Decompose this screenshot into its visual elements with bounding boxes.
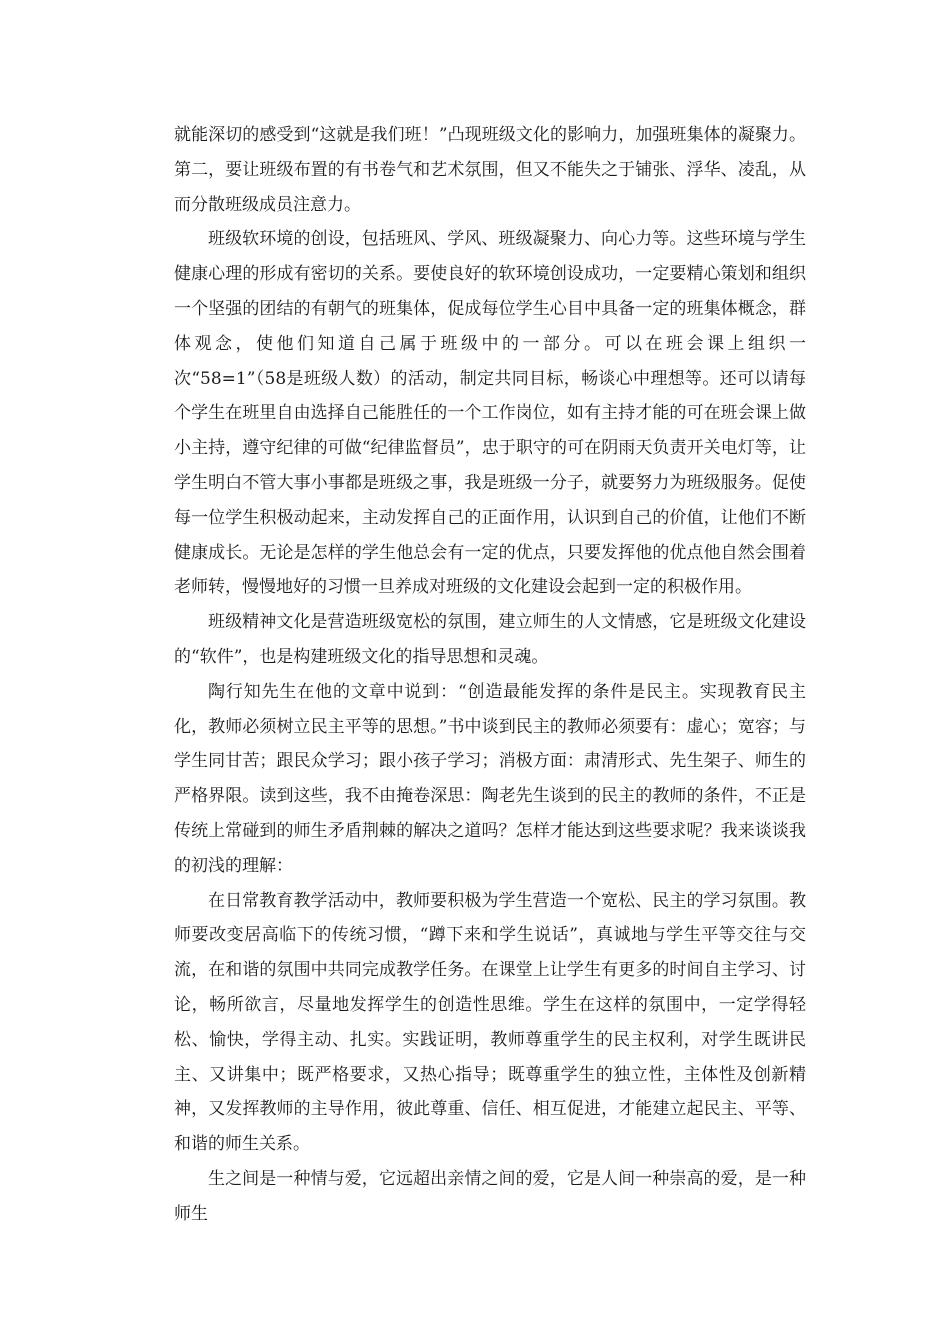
paragraph-5: 在日常教育教学活动中，教师要积极为学生营造一个宽松、民主的学习氛围。教师要改变居高临下的传统习惯，“蹲下来和学生说话”，真诚地与学生平等交往与交流，在和谐的氛围中共同完成教学任务。在课堂上让学生有更多的时间自主学习、讨论，畅所欲言，尽量地发挥学生的创造性思维。学生在这样的氛围中，一定学得轻松、愉快，学得主动、扎实。实践证明，教师尊重学生的民主权利，对学生既讲民主、又讲集中；既严格要求，又热心指导；既尊重学生的独立性，主体性及创新精神，又发挥教师的主导作用，彼此尊重、信任、相互促进，才能建立起民主、平等、和谐的师生关系。: [174, 890, 806, 1155]
paragraph-6: 生之间是一种情与爱，它远超出亲情之间的爱，它是人间一种崇高的爱，是一种师生: [174, 1168, 806, 1224]
paragraph-3: 班级精神文化是营造班级宽松的氛围，建立师生的人文情感，它是班级文化建设的“软件”，也是构建班级文化的指导思想和灵魂。: [174, 612, 806, 667]
paragraph-2: 班级软环境的创设，包括班风、学风、班级凝聚力、向心力等。这些环境与学生健康心理的形成有密切的关系。要使良好的软环境创设成功，一定要精心策划和组织一个坚强的团结的有朝气的班集体，促成每位学生心目中具备一定的班集体概念，群体观念，使他们知道自己属于班级中的一部分。可以在班会课上组织一次“58=1”（58是班级人数）的活动，制定共同目标，畅谈心中理想等。还可以请每个学生在班里自由选择自己能胜任的一个工作岗位，如有主持才能的可在班会课上做小主持，遵守纪律的可做“纪律监督员”，忠于职守的可在阴雨天负责开关电灯等，让学生明白不管大事小事都是班级之事，我是班级一分子，就要努力为班级服务。促使每一位学生积极动起来，主动发挥自己的正面作用，认识到自己的价值，让他们不断健康成长。无论是怎样的学生他总会有一定的优点，只要发挥他的优点他自然会围着老师转，慢慢地好的习惯一旦养成对班级的文化建设会起到一定的积极作用。: [174, 229, 806, 598]
paragraph-1: 就能深切的感受到“这就是我们班！”凸现班级文化的影响力，加强班集体的凝聚力。第二，要让班级布置的有书卷气和艺术氛围，但又不能失之于铺张、浮华、凌乱，从而分散班级成员注意力。: [174, 125, 806, 215]
paragraph-4: 陶行知先生在他的文章中说到：“创造最能发挥的条件是民主。实现教育民主化，教师必须树立民主平等的思想。”书中谈到民主的教师必须要有：虚心；宽容；与学生同甘苦；跟民众学习；跟小孩子学习；消极方面：肃清形式、先生架子、师生的严格界限。读到这些，我不由掩卷深思：陶老先生谈到的民主的教师的条件，不正是传统上常碰到的师生矛盾荆棘的解决之道吗？怎样才能达到这些要求呢？我来谈谈我的初浅的理解：: [174, 681, 806, 876]
document-body: [174, 118, 806, 1232]
